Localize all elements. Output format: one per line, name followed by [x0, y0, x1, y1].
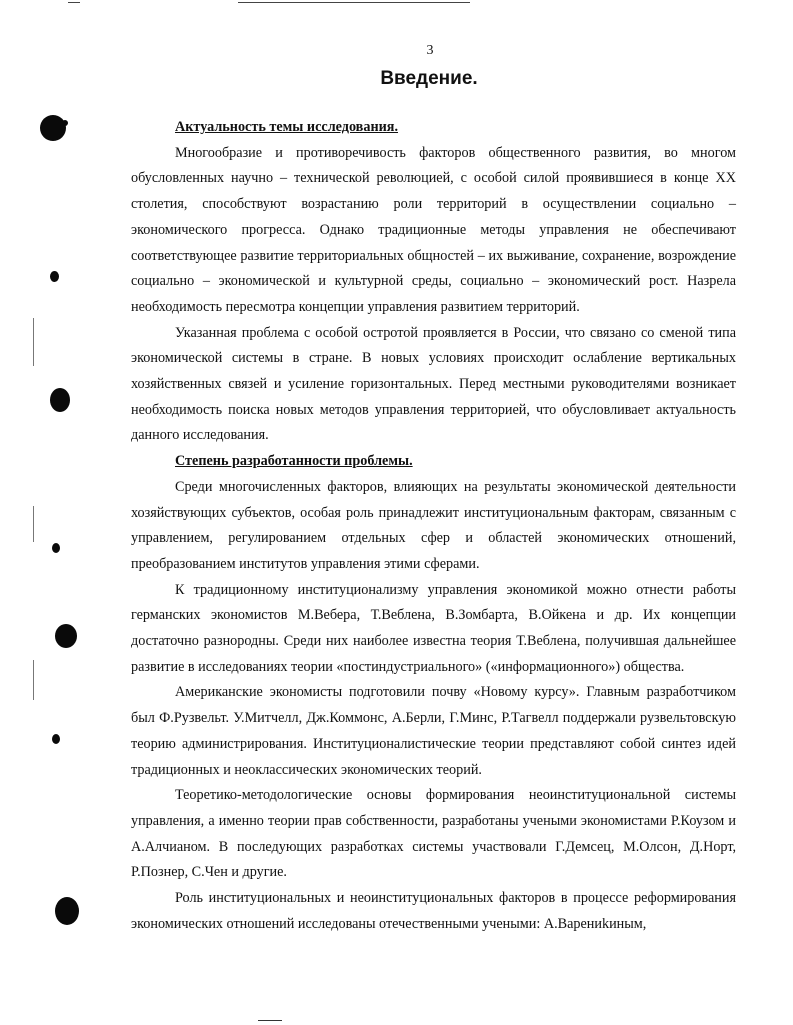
paragraph: К традиционному институционализму управления экономикой можно отнести работы германских экономистов М.Вебера, Т.Веблена, В.Зомбарта, В.Ойкена и др. Их концепции достаточно разнородны. Среди них наиболее известна теория Т.Веблена, получившая дальнейшее развитие в исследованиях теории «постиндустриального» («информационного») общества. — [131, 581, 736, 675]
punch-hole-mark — [50, 388, 70, 412]
scan-edge-mark — [33, 318, 34, 366]
document-body — [131, 115, 736, 938]
section-heading-development: Степень разработанности проблемы. — [175, 453, 413, 470]
punch-hole-mark — [55, 624, 77, 648]
scan-edge-mark — [33, 660, 34, 700]
paragraph: Многообразие и противоречивость факторов общественного развития, во многом обусловленных научно – технической революцией, с особой силой проявившиеся в конце XX столетия, способствуют возрастанию роли территорий в осуществлении социально – экономического прогресса. Однако традиционные методы управления не обеспечивают соответствующее развитие территориальных общностей – их выживание, сохранение, возрождение социально – экономической и культурной среды, социально – экономический рост. Назрела необходимость пересмотра концепции управления развитием территорий. — [131, 144, 736, 315]
paragraph: Роль институциональных и неоинституциональных факторов в процессе реформирования экономических отношений исследованы отечественными учеными: А.Варениkиным, — [131, 890, 736, 932]
punch-hole-mark — [50, 271, 59, 282]
page-number: 3 — [426, 43, 434, 58]
bottom-rule — [258, 1020, 282, 1021]
page-title: Введение. — [380, 68, 478, 89]
punch-hole-mark — [55, 897, 79, 925]
punch-hole-mark — [52, 734, 60, 744]
top-rule — [238, 2, 470, 3]
paragraph: Указанная проблема с особой остротой проявляется в России, что связано со сменой типа экономической системы в стране. В новых условиях происходит ослабление вертикальных хозяйственных связей и усиление горизонтальных. Перед местными руководителями возникает необходимость поиска новых методов управления территорией, что обусловливает актуальность данного исследования. — [131, 324, 736, 444]
punch-hole-mark — [40, 115, 66, 141]
section-heading-relevance: Актуальность темы исследования. — [175, 119, 399, 135]
paragraph: Теоретико-методологические основы формирования неоинституциональной системы управления, а именно теории прав собственности, разработаны учеными экономистами Р.Коузом и А.Алчианом. В последующих разработках системы участвовали Г.Демсец, М.Олсон, Д.Норт, Р.Познер, С.Чен и другие. — [131, 787, 736, 881]
punch-hole-mark — [62, 120, 68, 126]
punch-hole-mark — [52, 543, 60, 553]
paragraph: Американские экономисты подготовили почву «Новому курсу». Главным разработчиком был Ф.Рузвельт. У.Митчелл, Дж.Коммонс, А.Берли, Г.Минс, Р.Тагвелл поддержали рузвельтовскую теорию администрирования. Институционалистические теории представляют собой синтез идей традиционных и неоклассических экономических теорий. — [131, 684, 736, 778]
paragraph: Среди многочисленных факторов, влияющих на результаты экономической деятельности хозяйствующих субъектов, особая роль принадлежит институциональным факторам, связанным с управлением, регулированием отдельных сфер и областей экономических отношений, преобразованием институтов управления этими сферами. — [131, 478, 736, 572]
top-rule-left — [68, 2, 80, 3]
scan-edge-mark — [33, 506, 34, 542]
